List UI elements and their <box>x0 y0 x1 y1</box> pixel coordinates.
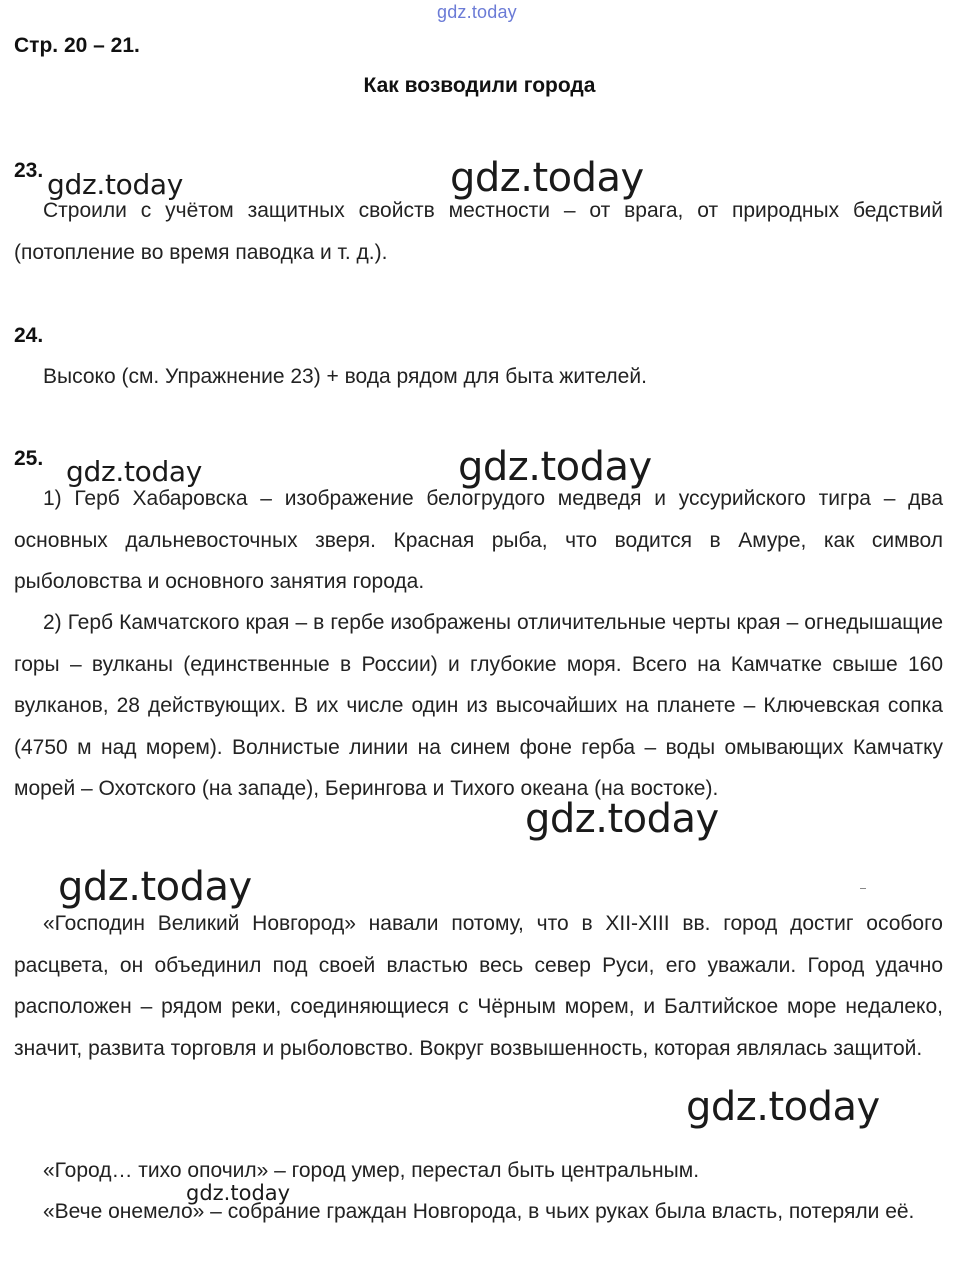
document-title: Как возводили города <box>363 74 596 97</box>
watermark: gdz.today <box>47 168 184 201</box>
novgorod-city-line: «Город… тихо опочил» – город умер, перестал быть центральным. <box>43 1159 700 1182</box>
header-watermark: gdz.today <box>437 2 517 22</box>
exercise-24-text: Высоко (см. Упражнение 23) + вода рядом для быта жителей. <box>43 365 647 388</box>
exercise-number-25: 25. <box>14 447 44 470</box>
exercise-number-24: 24. <box>14 324 44 347</box>
novgorod-paragraph: «Господин Великий Новгород» навали потому, что в XII-XIII вв. город достиг особого расцвета, он объединил под своей властью весь север Руси, его уважали. Город удачно расположен – рядом реки, соединяющиеся с Чёрным морем, и Балтийское море недалеко, значит, развита торговля и рыболовство. Вокруг возвышенность, которая являлась защитой. <box>14 912 943 1060</box>
exercise-25-kamchatka: 2) Герб Камчатского края – в гербе изображены отличительные черты края – огнедышащие горы – вулканы (единственные в России) и глубокие моря. Всего на Камчатке свыше 160 вулканов, 28 действующих. В их числе один из высочайших на планете – Ключевская сопка (4750 м над морем). Волнистые линии на синем фоне герба – воды омывающих Камчатку морей – Охотского (на западе), Берингова и Тихого океана (на востоке). <box>14 611 943 800</box>
watermark: gdz.today <box>458 444 652 490</box>
watermark: gdz.today <box>686 1084 880 1130</box>
scan-artifact <box>860 888 866 889</box>
watermark: gdz.today <box>58 864 252 910</box>
page-reference: Стр. 20 – 21. <box>14 34 140 57</box>
exercise-23-text: Строили с учётом защитных свойств местности – от врага, от природных бедствий (потопление во время паводка и т. д.). <box>14 199 943 264</box>
watermark: gdz.today <box>186 1181 291 1205</box>
exercise-25-khabarovsk: 1) Герб Хабаровска – изображение белогрудого медведя и уссурийского тигра – два основных дальневосточных зверя. Красная рыба, что водится в Амуре, как символ рыболовства и основного занятия города. <box>14 487 943 593</box>
exercise-number-23: 23. <box>14 159 44 182</box>
novgorod-veche-paragraph: «Вече онемело» – собрание граждан Новгорода, в чьих руках была власть, потеряли её. <box>43 1200 915 1223</box>
watermark: gdz.today <box>66 455 203 488</box>
watermark: gdz.today <box>525 796 719 842</box>
watermark: gdz.today <box>450 155 644 201</box>
